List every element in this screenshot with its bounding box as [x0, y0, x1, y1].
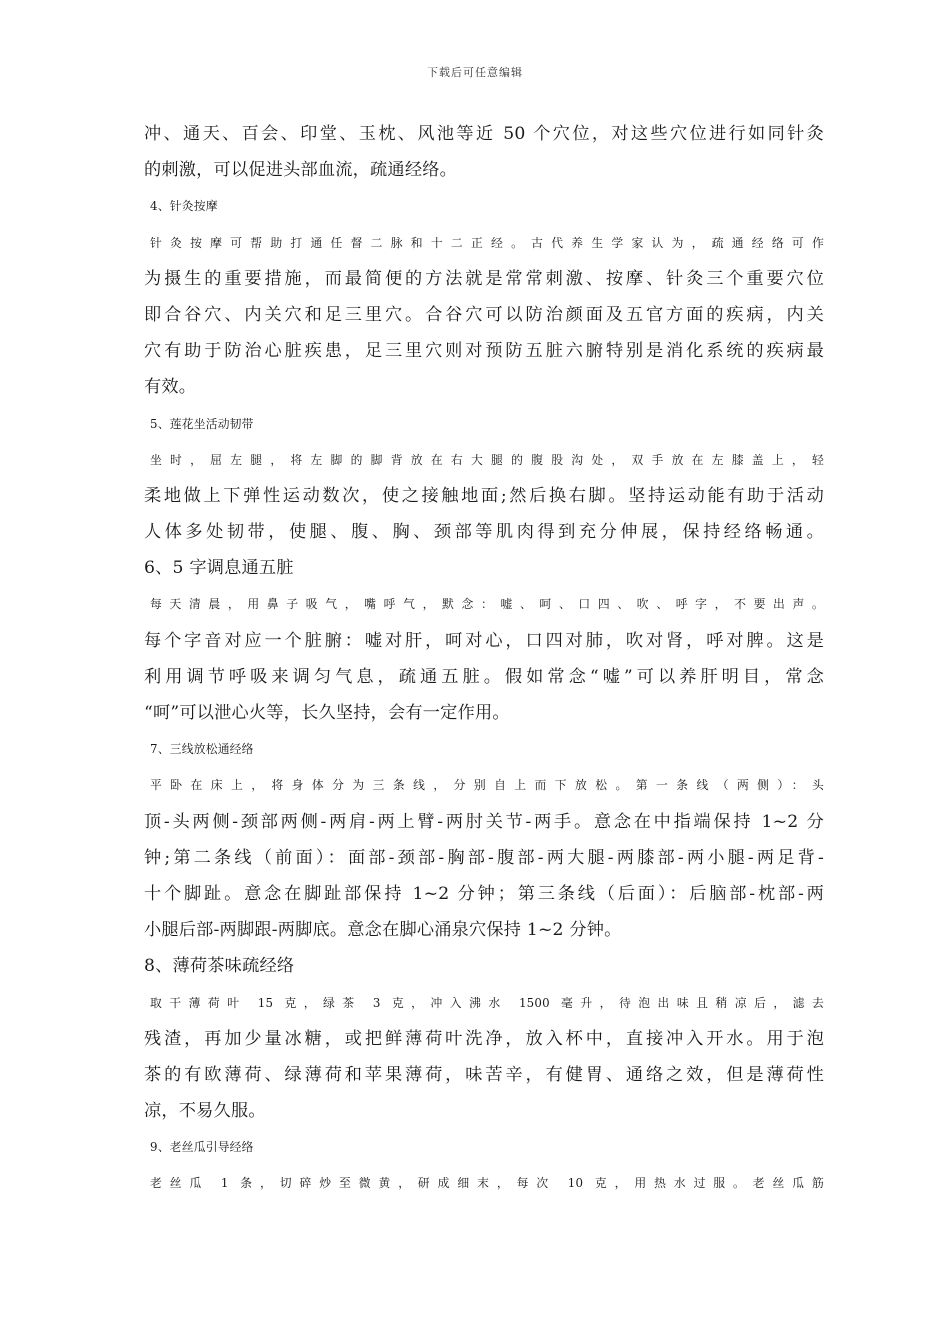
text-line: 针灸按摩可帮助打通任督二脉和十二正经。古代养生学家认为，疏通经络可作 [150, 235, 824, 250]
text-line: 4、针灸按摩 [150, 199, 218, 214]
text-line: 柔地做上下弹性运动数次，使之接触地面;然后换右脚。坚持运动能有助于活动 [144, 485, 824, 506]
text-line: 茶的有欧薄荷、绿薄荷和苹果薄荷，味苦辛，有健胃、通络之效，但是薄荷性 [144, 1064, 824, 1085]
text-line: 8、薄荷茶味疏经络 [144, 956, 295, 977]
text-line: 老丝瓜 1 条，切碎炒至微黄，研成细末，每次 10 克，用热水过服。老丝瓜筋 [150, 1176, 824, 1191]
text-line: 7、三线放松通经络 [150, 742, 254, 757]
document-body [144, 116, 824, 1202]
text-line: 每个字音对应一个脏腑：嘘对肝，呵对心，口四对肺，吹对肾，呼对脾。这是 [144, 630, 824, 651]
text-line: 顶-头两侧-颈部两侧-两肩-两上臂-两肘关节-两手。意念在中指端保持 1~2 分 [144, 811, 824, 832]
page-header: 下载后可任意编辑 [427, 66, 523, 79]
text-line: 平卧在床上，将身体分为三条线，分别自上而下放松。第一条线（两侧）：头 [150, 778, 824, 793]
text-line: 钟;第二条线（前面）：面部-颈部-胸部-腹部-两大腿-两膝部-两小腿-两足背- [144, 847, 824, 868]
text-line: 每天清晨，用鼻子吸气，嘴呼气，默念：嘘、呵、口四、吹、呼字，不要出声。 [150, 597, 824, 612]
text-line: 坐时，屈左腿，将左脚的脚背放在右大腿的腹股沟处，双手放在左膝盖上，轻 [150, 452, 824, 467]
text-line: 5、莲花坐活动韧带 [150, 416, 254, 431]
text-line: 小腿后部-两脚跟-两脚底。意念在脚心涌泉穴保持 1~2 分钟。 [144, 920, 622, 941]
text-line: 6、5 字调息通五脏 [144, 558, 294, 579]
text-line: 即合谷穴、内关穴和足三里穴。合谷穴可以防治颜面及五官方面的疾病，内关 [144, 304, 824, 325]
text-line: “呵”可以泄心火等，长久坚持，会有一定作用。 [144, 703, 510, 723]
text-line: 人体多处韧带，使腿、腹、胸、颈部等肌肉得到充分伸展，保持经络畅通。 [144, 522, 824, 543]
text-line: 冲、通天、百会、印堂、玉枕、风池等近 50 个穴位，对这些穴位进行如同针灸 [144, 124, 824, 144]
text-line: 穴有助于防治心脏疾患，足三里穴则对预防五脏六腑特别是消化系统的疾病最 [144, 341, 824, 362]
text-line: 有效。 [144, 377, 197, 398]
text-line: 十个脚趾。意念在脚趾部保持 1~2 分钟；第三条线（后面）：后脑部-枕部-两 [144, 883, 824, 904]
text-line: 取干薄荷叶 15 克，绿茶 3 克，冲入沸水 1500 毫升，待泡出味且稍凉后，滤去 [150, 995, 824, 1010]
text-line: 利用调节呼吸来调匀气息，疏通五脏。假如常念“嘘”可以养肝明目，常念 [144, 666, 824, 687]
text-line: 残渣，再加少量冰糖，或把鲜薄荷叶洗净，放入杯中，直接冲入开水。用于泡 [144, 1028, 824, 1049]
text-line: 9、老丝瓜引导经络 [150, 1140, 254, 1155]
text-line: 的刺激，可以促进头部血流，疏通经络。 [144, 160, 457, 181]
text-line: 凉，不易久服。 [144, 1101, 266, 1122]
text-line: 为摄生的重要措施，而最简便的方法就是常常刺激、按摩、针灸三个重要穴位 [144, 268, 824, 289]
